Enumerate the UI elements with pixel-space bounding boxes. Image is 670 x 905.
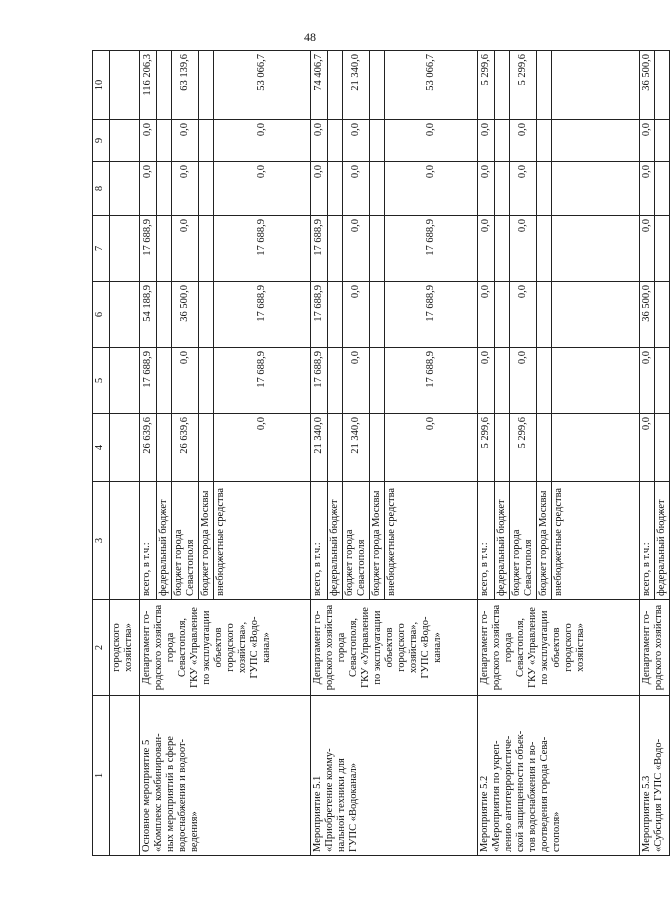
value-cell: 0,0 bbox=[311, 120, 328, 162]
column-header: 9 bbox=[93, 120, 110, 162]
value-cell: 63 139,6 bbox=[172, 51, 199, 120]
value-cell bbox=[655, 282, 670, 348]
value-cell bbox=[328, 120, 343, 162]
funding-source-cell: бюджет города Севастополя bbox=[172, 482, 199, 600]
funding-source-cell: всего, в т.ч.: bbox=[140, 482, 157, 600]
value-cell bbox=[552, 216, 640, 282]
value-cell: 0,0 bbox=[385, 414, 478, 482]
value-cell bbox=[157, 51, 172, 120]
value-cell bbox=[495, 282, 510, 348]
empty-cell bbox=[110, 282, 140, 348]
value-cell bbox=[370, 348, 385, 414]
value-cell bbox=[328, 348, 343, 414]
value-cell: 0,0 bbox=[385, 120, 478, 162]
value-cell bbox=[328, 51, 343, 120]
value-cell: 53 066,7 bbox=[214, 51, 311, 120]
value-cell: 0,0 bbox=[343, 216, 370, 282]
executor-cell: Департамент го- родского хозяйства города Севастополя, ГКУ «Управление по эксплуатации объектов городского хозяйства», ГУПС «Водо- канал» bbox=[140, 600, 311, 696]
funding-source-cell: всего, в т.ч.: bbox=[640, 482, 655, 600]
value-cell: 74 406,7 bbox=[311, 51, 328, 120]
empty-cell bbox=[110, 216, 140, 282]
value-cell: 17 688,9 bbox=[385, 216, 478, 282]
value-cell: 0,0 bbox=[640, 120, 655, 162]
column-header: 6 bbox=[93, 282, 110, 348]
value-cell bbox=[495, 216, 510, 282]
value-cell bbox=[370, 414, 385, 482]
value-cell: 17 688,9 bbox=[140, 216, 157, 282]
empty-cell bbox=[110, 120, 140, 162]
value-cell: 0,0 bbox=[510, 348, 537, 414]
value-cell bbox=[328, 162, 343, 216]
value-cell bbox=[495, 414, 510, 482]
value-cell bbox=[537, 216, 552, 282]
column-header: 2 bbox=[93, 600, 110, 696]
value-cell bbox=[495, 120, 510, 162]
value-cell bbox=[370, 216, 385, 282]
value-cell bbox=[370, 162, 385, 216]
funding-source-cell: федеральный бюджет bbox=[495, 482, 510, 600]
value-cell: 0,0 bbox=[478, 120, 495, 162]
value-cell bbox=[537, 414, 552, 482]
value-cell: 0,0 bbox=[510, 282, 537, 348]
funding-source-cell: всего, в т.ч.: bbox=[478, 482, 495, 600]
value-cell: 0,0 bbox=[640, 216, 655, 282]
header-row bbox=[93, 51, 110, 856]
value-cell bbox=[655, 348, 670, 414]
funding-source-cell: федеральный бюджет bbox=[157, 482, 172, 600]
funding-source-cell: бюджет города Москвы bbox=[537, 482, 552, 600]
value-cell: 0,0 bbox=[172, 162, 199, 216]
table-row bbox=[140, 51, 157, 856]
value-cell bbox=[552, 414, 640, 482]
value-cell: 0,0 bbox=[214, 162, 311, 216]
value-cell: 0,0 bbox=[311, 162, 328, 216]
column-header: 3 bbox=[93, 482, 110, 600]
value-cell: 5 299,6 bbox=[478, 414, 495, 482]
value-cell bbox=[552, 51, 640, 120]
value-cell: 17 688,9 bbox=[311, 282, 328, 348]
value-cell: 0,0 bbox=[172, 216, 199, 282]
value-cell: 36 500,0 bbox=[640, 282, 655, 348]
executor-cell: Департамент го- родского хозяйства города Севастополя, ГКУ «Управление по эксплуатации объектов городского хозяйства», ГУПС «Водо- канал» bbox=[311, 600, 478, 696]
continuation-row bbox=[110, 51, 140, 856]
column-header: 1 bbox=[93, 696, 110, 856]
value-cell bbox=[655, 51, 670, 120]
value-cell: 0,0 bbox=[343, 162, 370, 216]
program-cell bbox=[110, 696, 140, 856]
table-body bbox=[93, 51, 670, 856]
value-cell: 0,0 bbox=[478, 216, 495, 282]
program-cell: Мероприятие 5.3 «Субсидия ГУПС «Водо- bbox=[640, 696, 670, 856]
value-cell bbox=[199, 414, 214, 482]
value-cell bbox=[157, 414, 172, 482]
value-cell: 0,0 bbox=[343, 120, 370, 162]
empty-cell bbox=[110, 51, 140, 120]
executor-cell: городского хозяйства» bbox=[110, 600, 140, 696]
value-cell: 0,0 bbox=[214, 414, 311, 482]
funding-source-cell: бюджет города Москвы bbox=[370, 482, 385, 600]
value-cell bbox=[199, 348, 214, 414]
value-cell bbox=[495, 51, 510, 120]
value-cell: 17 688,9 bbox=[214, 282, 311, 348]
value-cell: 17 688,9 bbox=[385, 348, 478, 414]
table-row bbox=[311, 51, 328, 856]
value-cell bbox=[537, 120, 552, 162]
value-cell bbox=[552, 120, 640, 162]
value-cell: 0,0 bbox=[478, 282, 495, 348]
value-cell bbox=[328, 282, 343, 348]
value-cell bbox=[655, 216, 670, 282]
value-cell: 0,0 bbox=[478, 348, 495, 414]
value-cell: 0,0 bbox=[214, 120, 311, 162]
value-cell bbox=[328, 216, 343, 282]
value-cell: 17 688,9 bbox=[140, 348, 157, 414]
empty-cell bbox=[110, 348, 140, 414]
value-cell: 26 639,6 bbox=[172, 414, 199, 482]
value-cell: 26 639,6 bbox=[140, 414, 157, 482]
value-cell: 0,0 bbox=[140, 120, 157, 162]
column-header: 4 bbox=[93, 414, 110, 482]
value-cell: 0,0 bbox=[343, 348, 370, 414]
value-cell: 53 066,7 bbox=[385, 51, 478, 120]
value-cell: 5 299,6 bbox=[510, 414, 537, 482]
value-cell bbox=[370, 282, 385, 348]
value-cell: 0,0 bbox=[172, 120, 199, 162]
value-cell: 0,0 bbox=[140, 162, 157, 216]
program-cell: Мероприятие 5.2 «Мероприятия по укреп- лению антитеррористиче- ской защищенности объек- тов водоснабжения и во- доотведения города Сева- стополя» bbox=[478, 696, 640, 856]
value-cell bbox=[495, 162, 510, 216]
value-cell bbox=[537, 51, 552, 120]
value-cell bbox=[157, 216, 172, 282]
value-cell: 17 688,9 bbox=[214, 348, 311, 414]
value-cell: 21 340,0 bbox=[343, 414, 370, 482]
value-cell: 36 500,0 bbox=[172, 282, 199, 348]
value-cell bbox=[370, 51, 385, 120]
program-cell: Мероприятие 5.1 «Приобретение комму- нальной техники для ГУПС «Водоканал» bbox=[311, 696, 478, 856]
value-cell bbox=[157, 120, 172, 162]
value-cell: 0,0 bbox=[510, 120, 537, 162]
value-cell: 5 299,6 bbox=[478, 51, 495, 120]
value-cell bbox=[199, 51, 214, 120]
funding-source-cell: внебюджетные средства bbox=[552, 482, 640, 600]
value-cell: 116 206,3 bbox=[140, 51, 157, 120]
value-cell bbox=[157, 348, 172, 414]
value-cell bbox=[552, 282, 640, 348]
funding-source-cell: бюджет города Москвы bbox=[199, 482, 214, 600]
value-cell bbox=[370, 120, 385, 162]
program-cell: Основное мероприятие 5 «Комплекс комбинирован- ных мероприятий в сфере водоснабжения и водоот- ведения» bbox=[140, 696, 311, 856]
funding-source-cell: бюджет города Севастополя bbox=[343, 482, 370, 600]
value-cell: 17 688,9 bbox=[214, 216, 311, 282]
value-cell bbox=[199, 162, 214, 216]
rotated-table-wrapper bbox=[92, 51, 667, 856]
value-cell: 0,0 bbox=[385, 162, 478, 216]
value-cell bbox=[537, 282, 552, 348]
value-cell: 21 340,0 bbox=[311, 414, 328, 482]
table-row bbox=[478, 51, 495, 856]
executor-cell: Департамент го- родского хозяйства bbox=[640, 600, 670, 696]
funding-source-cell: бюджет города Севастополя bbox=[510, 482, 537, 600]
value-cell: 21 340,0 bbox=[343, 51, 370, 120]
value-cell bbox=[655, 120, 670, 162]
empty-cell bbox=[110, 414, 140, 482]
table-row bbox=[640, 51, 655, 856]
value-cell: 0,0 bbox=[640, 162, 655, 216]
value-cell: 0,0 bbox=[640, 348, 655, 414]
column-header: 7 bbox=[93, 216, 110, 282]
value-cell: 54 188,9 bbox=[140, 282, 157, 348]
funding-source-cell: федеральный бюджет bbox=[328, 482, 343, 600]
value-cell: 0,0 bbox=[510, 162, 537, 216]
page-number: 48 bbox=[304, 30, 316, 44]
value-cell: 0,0 bbox=[172, 348, 199, 414]
value-cell: 36 500,0 bbox=[640, 51, 655, 120]
column-header: 5 bbox=[93, 348, 110, 414]
value-cell: 17 688,9 bbox=[311, 348, 328, 414]
funding-source-cell: внебюджетные средства bbox=[214, 482, 311, 600]
value-cell bbox=[199, 282, 214, 348]
column-header: 8 bbox=[93, 162, 110, 216]
value-cell bbox=[552, 348, 640, 414]
value-cell: 0,0 bbox=[640, 414, 655, 482]
value-cell bbox=[655, 162, 670, 216]
funding-source-cell: всего, в т.ч.: bbox=[311, 482, 328, 600]
value-cell: 0,0 bbox=[510, 216, 537, 282]
empty-cell bbox=[110, 162, 140, 216]
value-cell bbox=[157, 282, 172, 348]
funding-source-cell: федеральный бюджет bbox=[655, 482, 670, 600]
value-cell bbox=[495, 348, 510, 414]
value-cell bbox=[655, 414, 670, 482]
value-cell bbox=[199, 120, 214, 162]
value-cell bbox=[157, 162, 172, 216]
empty-cell bbox=[110, 482, 140, 600]
value-cell bbox=[537, 162, 552, 216]
value-cell bbox=[552, 162, 640, 216]
value-cell bbox=[537, 348, 552, 414]
executor-cell: Департамент го- родского хозяйства города Севастополя, ГКУ «Управление по эксплуатации объектов городского хозяйства» bbox=[478, 600, 640, 696]
value-cell bbox=[328, 414, 343, 482]
value-cell: 17 688,9 bbox=[311, 216, 328, 282]
budget-table bbox=[92, 50, 670, 856]
column-header: 10 bbox=[93, 51, 110, 120]
value-cell: 0,0 bbox=[478, 162, 495, 216]
value-cell bbox=[199, 216, 214, 282]
funding-source-cell: внебюджетные средства bbox=[385, 482, 478, 600]
value-cell: 17 688,9 bbox=[385, 282, 478, 348]
value-cell: 5 299,6 bbox=[510, 51, 537, 120]
value-cell: 0,0 bbox=[343, 282, 370, 348]
